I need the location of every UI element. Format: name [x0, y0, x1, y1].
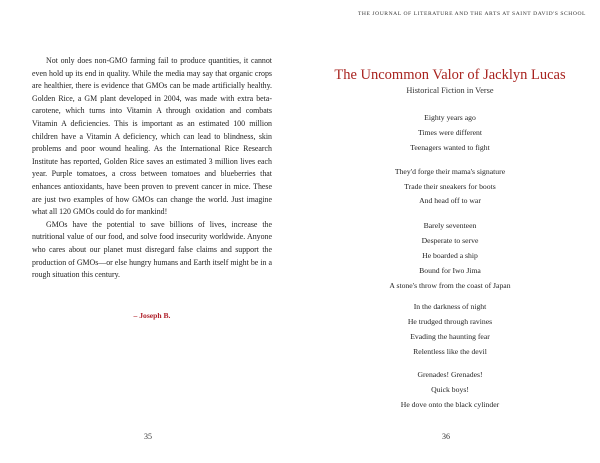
author-signature: – Joseph B.	[133, 311, 171, 320]
poem-line: Barely seventeen	[423, 221, 477, 230]
poem-line: Desperate to serve	[421, 236, 479, 245]
poem-line: And head off to war	[419, 196, 481, 205]
poem-line: Eighty years ago	[424, 113, 476, 122]
poem-line: He dove onto the black cylinder	[400, 400, 500, 409]
page-number: 36	[442, 432, 450, 441]
poem-line: They'd forge their mama's signature	[394, 167, 506, 176]
right-page	[300, 0, 600, 463]
poem-line: Times were different	[417, 128, 483, 137]
poem-line: A stone's throw from the coast of Japan	[389, 281, 511, 290]
poem-line: Teenagers wanted to fight	[410, 143, 490, 152]
poem-line: Evading the haunting fear	[410, 332, 490, 341]
poem-line: Relentless like the devil	[413, 347, 487, 356]
poem-line: He boarded a ship	[422, 251, 478, 260]
poem-title: The Uncommon Valor of Jacklyn Lucas	[334, 67, 566, 83]
poem-line: Quick boys!	[431, 385, 469, 394]
poem-line: He trudged through ravines	[407, 317, 493, 326]
page-number: 35	[144, 432, 152, 441]
poem-line: Grenades! Grenades!	[417, 370, 483, 379]
running-head: THE JOURNAL OF LITERATURE AND THE ARTS AT SAINT DAVID'S SCHOOL	[357, 11, 586, 17]
poem-line: In the darkness of night	[413, 302, 487, 311]
essay-paragraph: Not only does non-GMO farming fail to produce quantities, it cannot even hold up its end in quality. While the media may say that organic crops are healthier, there is evidence that GMOs can be made artificially healthy. Golden Rice, a GM plant developed in 2004, was made with extra beta-carotene, which turns into Vitamin A through oxidation and combats Vitamin A deficiencies. This is important as an estimated 100 million children have a Vitamin A deficiency, which can lead to blindness, skin problems and poor wound healing. As the International Rice Research Institute has reported, Golden Rice saves an estimated 3 million lives each year. Purple tomatoes, a cross between tomatoes and blueberries that enhances antioxidants, have been proven to prevent cancer in mice. These are just two examples of how GMOs can change the world. Just imagine what all 120 GMOs could do for mankind!	[32, 56, 272, 217]
essay-paragraph: GMOs have the potential to save billions of lives, increase the nutritional value of our food, and solve food insecurity worldwide. Anyone who cares about our planet must disregard false claims and support the production of GMOs—or else hungry humans and Earth itself might be in a rough situation this century.	[32, 219, 272, 280]
poem-line: Bound for Iwo Jima	[419, 266, 481, 275]
essay-body	[32, 55, 272, 282]
poem-subtitle: Historical Fiction in Verse	[406, 86, 494, 95]
poem-line: Trade their sneakers for boots	[404, 182, 496, 191]
